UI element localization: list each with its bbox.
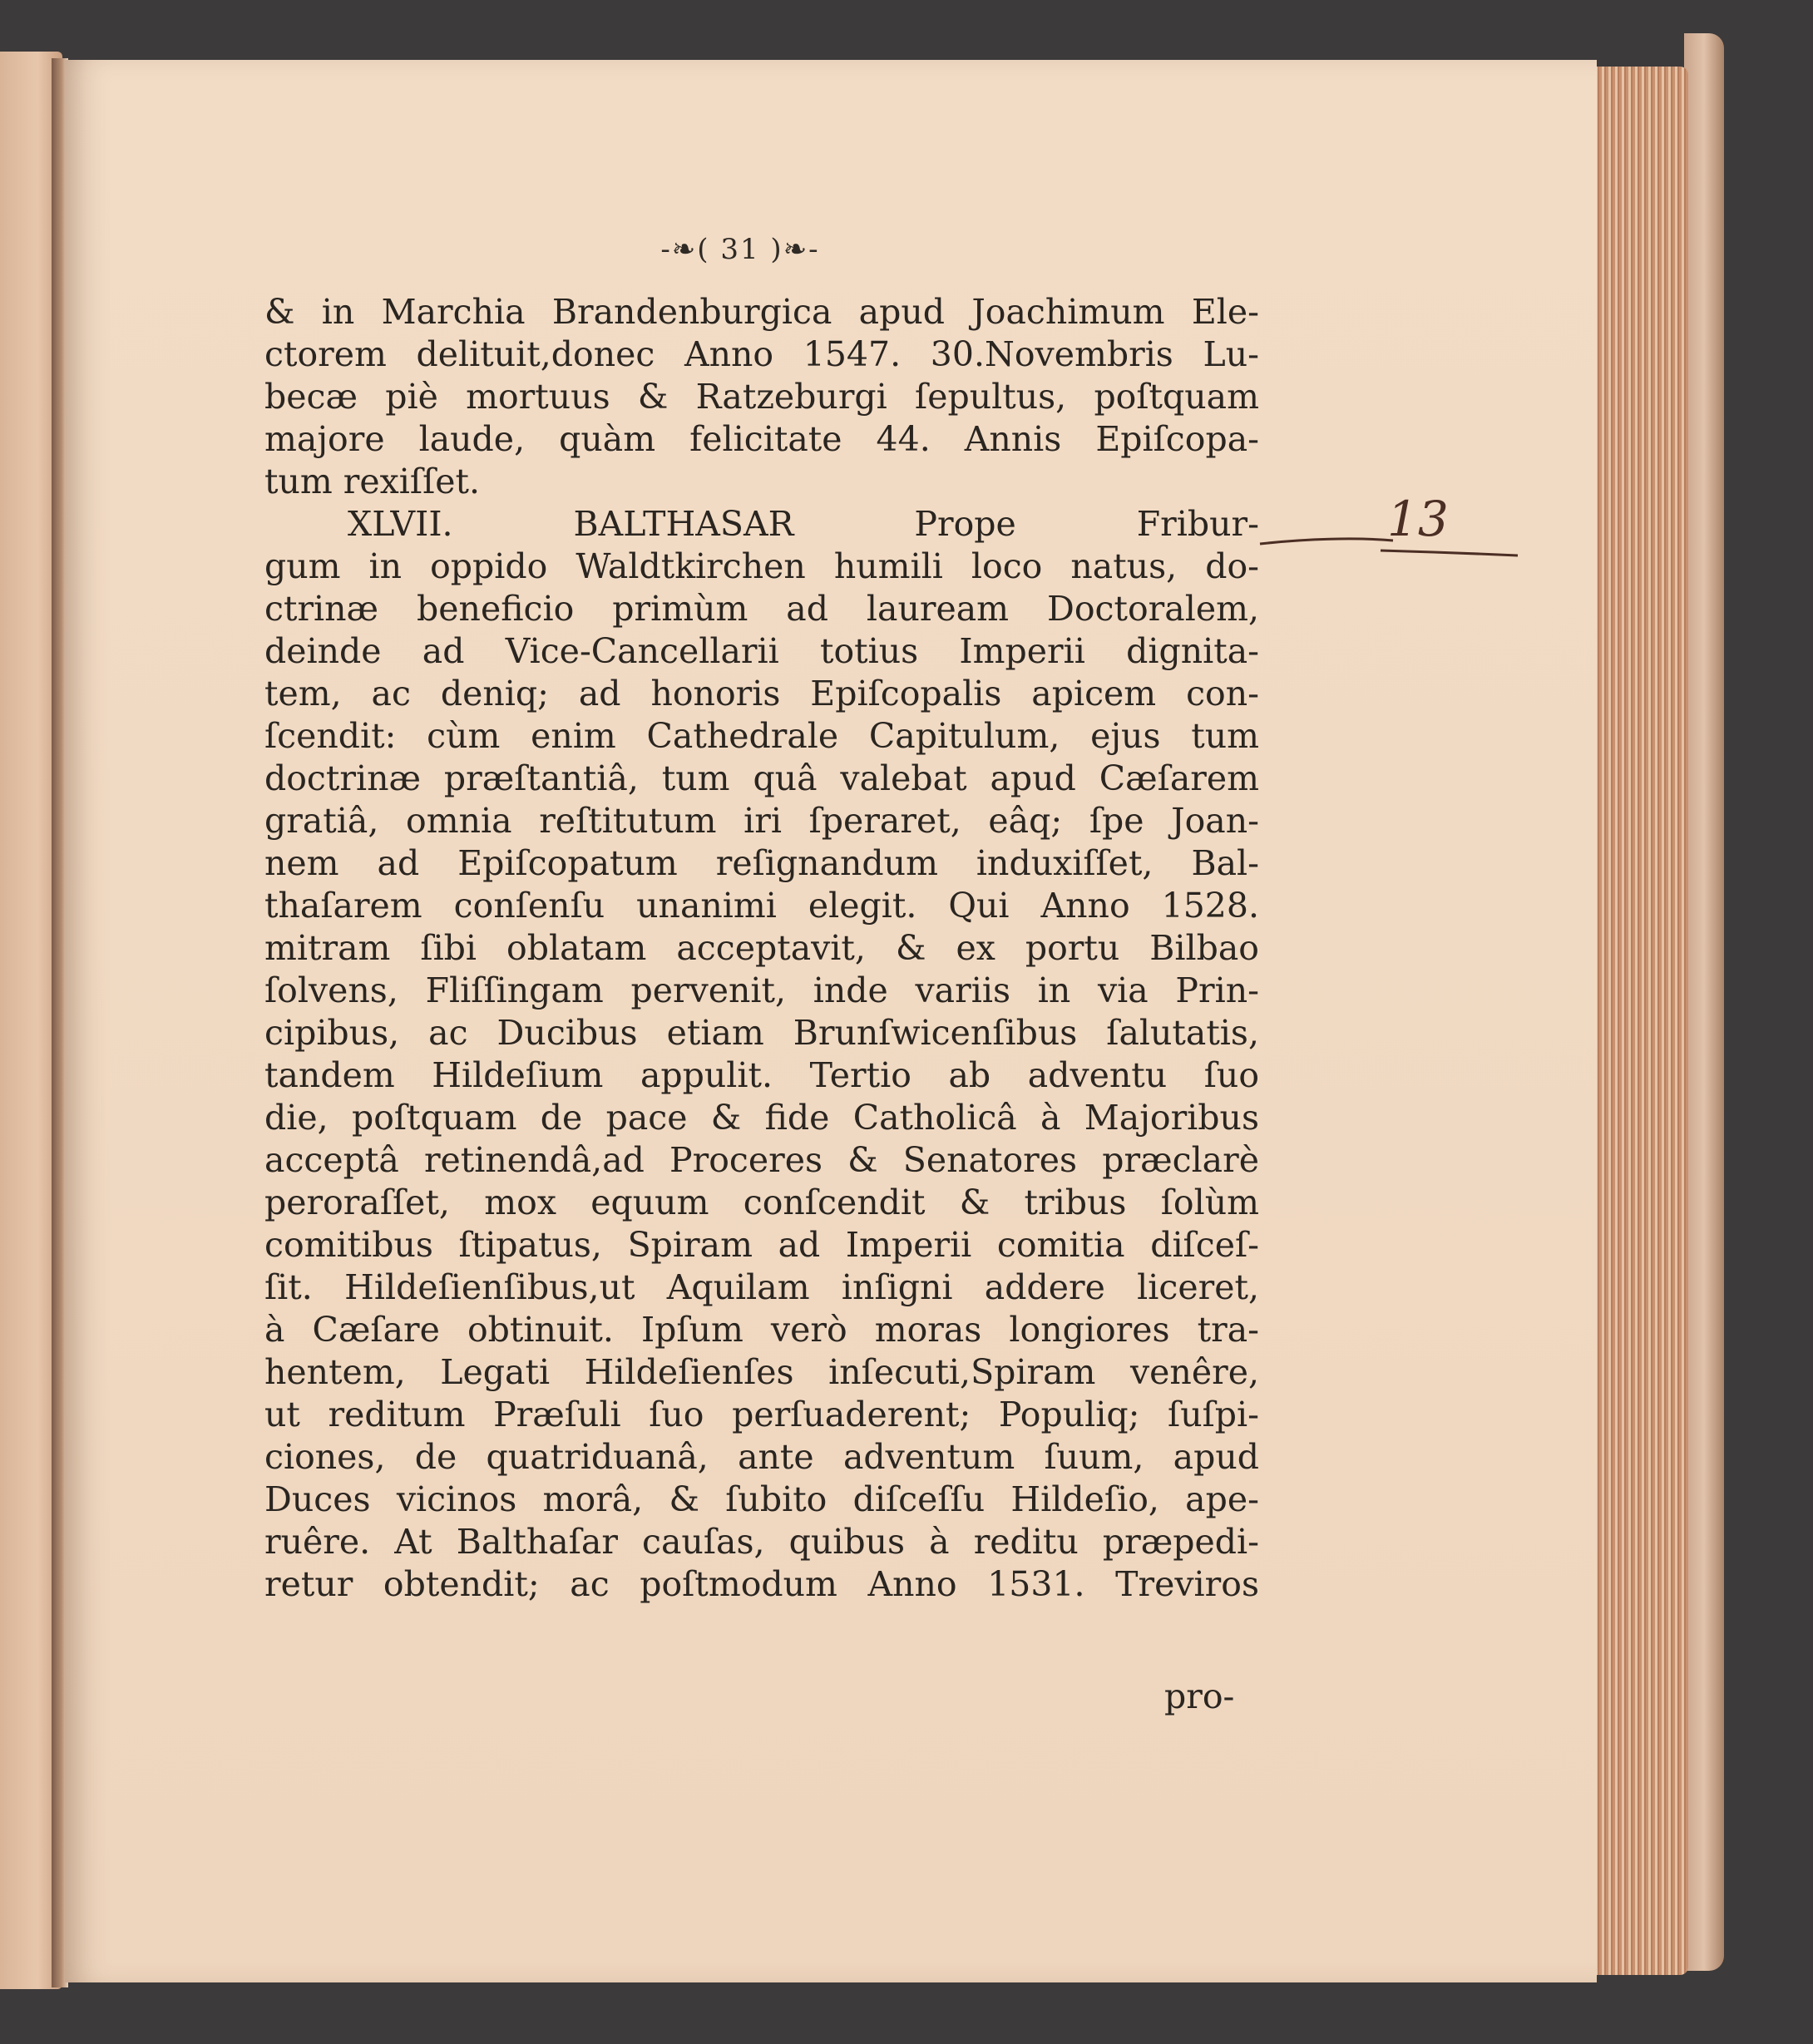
text-line: acceptâ retinendâ,ad Proceres & Senatores præclarè <box>264 1140 1259 1180</box>
text-line: majore laude, quàm felicitate 44. Annis Epiſcopa- <box>264 419 1259 459</box>
text-line: ciones, de quatriduanâ, ante adventum ſuum, apud <box>264 1437 1259 1477</box>
text-line: gratiâ, omnia reſtitutum iri ſperaret, eâq; ſpe Joan- <box>264 801 1259 841</box>
text-line: comitibus ſtipatus, Spiram ad Imperii comitia diſceſ- <box>264 1225 1259 1265</box>
text-line: retur obtendit; ac poſtmodum Anno 1531. Treviros <box>264 1564 1259 1604</box>
text-line: XLVII. BALTHASAR Prope Fribur- <box>348 504 1259 544</box>
text-line: tum rexiſſet. <box>264 462 481 501</box>
text-line: tem, ac deniq; ad honoris Epiſcopalis apicem con- <box>264 674 1259 713</box>
text-line: nem ad Epiſcopatum reſignandum induxiſſet, Bal- <box>264 843 1259 883</box>
text-line: ſolvens, Fliſſingam pervenit, inde variis in via Prin- <box>264 970 1259 1010</box>
text-line: thaſarem conſenſu unanimi elegit. Qui Anno 1528. <box>264 886 1259 926</box>
text-line: peroraſſet, mox equum conſcendit & tribus ſolùm <box>264 1182 1259 1222</box>
body-text <box>264 291 1259 1606</box>
text-line: die, poſtquam de pace & fide Catholicâ à Majoribus <box>264 1098 1259 1138</box>
text-line: à Cæſare obtinuit. Ipſum verò moras longiores tra- <box>264 1310 1259 1350</box>
text-line: ſit. Hildeſienſibus,ut Aquilam inſigni addere liceret, <box>264 1267 1259 1307</box>
text-line: ruêre. At Balthaſar cauſas, quibus à reditu præpedi- <box>264 1522 1259 1562</box>
text-line: tandem Hildeſium appulit. Tertio ab adventu ſuo <box>264 1055 1259 1095</box>
text-line: & in Marchia Brandenburgica apud Joachimum Ele- <box>264 292 1259 332</box>
text-line: ctorem delituit,donec Anno 1547. 30.Novembris Lu- <box>264 334 1259 374</box>
text-line: Duces vicinos morâ, & ſubito diſceſſu Hildeſio, ape- <box>264 1479 1259 1519</box>
text-line: becæ piè mortuus & Ratzeburgi ſepultus, poſtquam <box>264 377 1259 417</box>
text-line: cipibus, ac Ducibus etiam Brunſwicenſibus ſalutatis, <box>264 1013 1259 1053</box>
running-head: -❧( 31 )❧- <box>660 233 820 266</box>
text-line: ut reditum Præſuli ſuo perſuaderent; Populiq; ſuſpi- <box>264 1395 1259 1434</box>
text-line: mitram ſibi oblatam acceptavit, & ex portu Bilbao <box>264 928 1259 968</box>
text-line: ctrinæ beneficio primùm ad lauream Doctoralem, <box>264 589 1259 629</box>
text-line: doctrinæ præſtantiâ, tum quâ valebat apud Cæſarem <box>264 758 1259 798</box>
margin-note-number: 13 <box>1387 491 1449 547</box>
text-line: ſcendit: cùm enim Cathedrale Capitulum, ejus tum <box>264 716 1259 756</box>
book-cover-edge <box>1684 33 1724 1971</box>
text-line: hentem, Legati Hildeſienſes inſecuti,Spiram venêre, <box>264 1352 1259 1392</box>
page-stack-edges <box>1593 67 1688 1975</box>
catchword: pro- <box>1164 1676 1235 1716</box>
text-line: deinde ad Vice-Cancellarii totius Imperii dignita- <box>264 631 1259 671</box>
text-line: gum in oppido Waldtkirchen humili loco natus, do- <box>264 546 1259 586</box>
